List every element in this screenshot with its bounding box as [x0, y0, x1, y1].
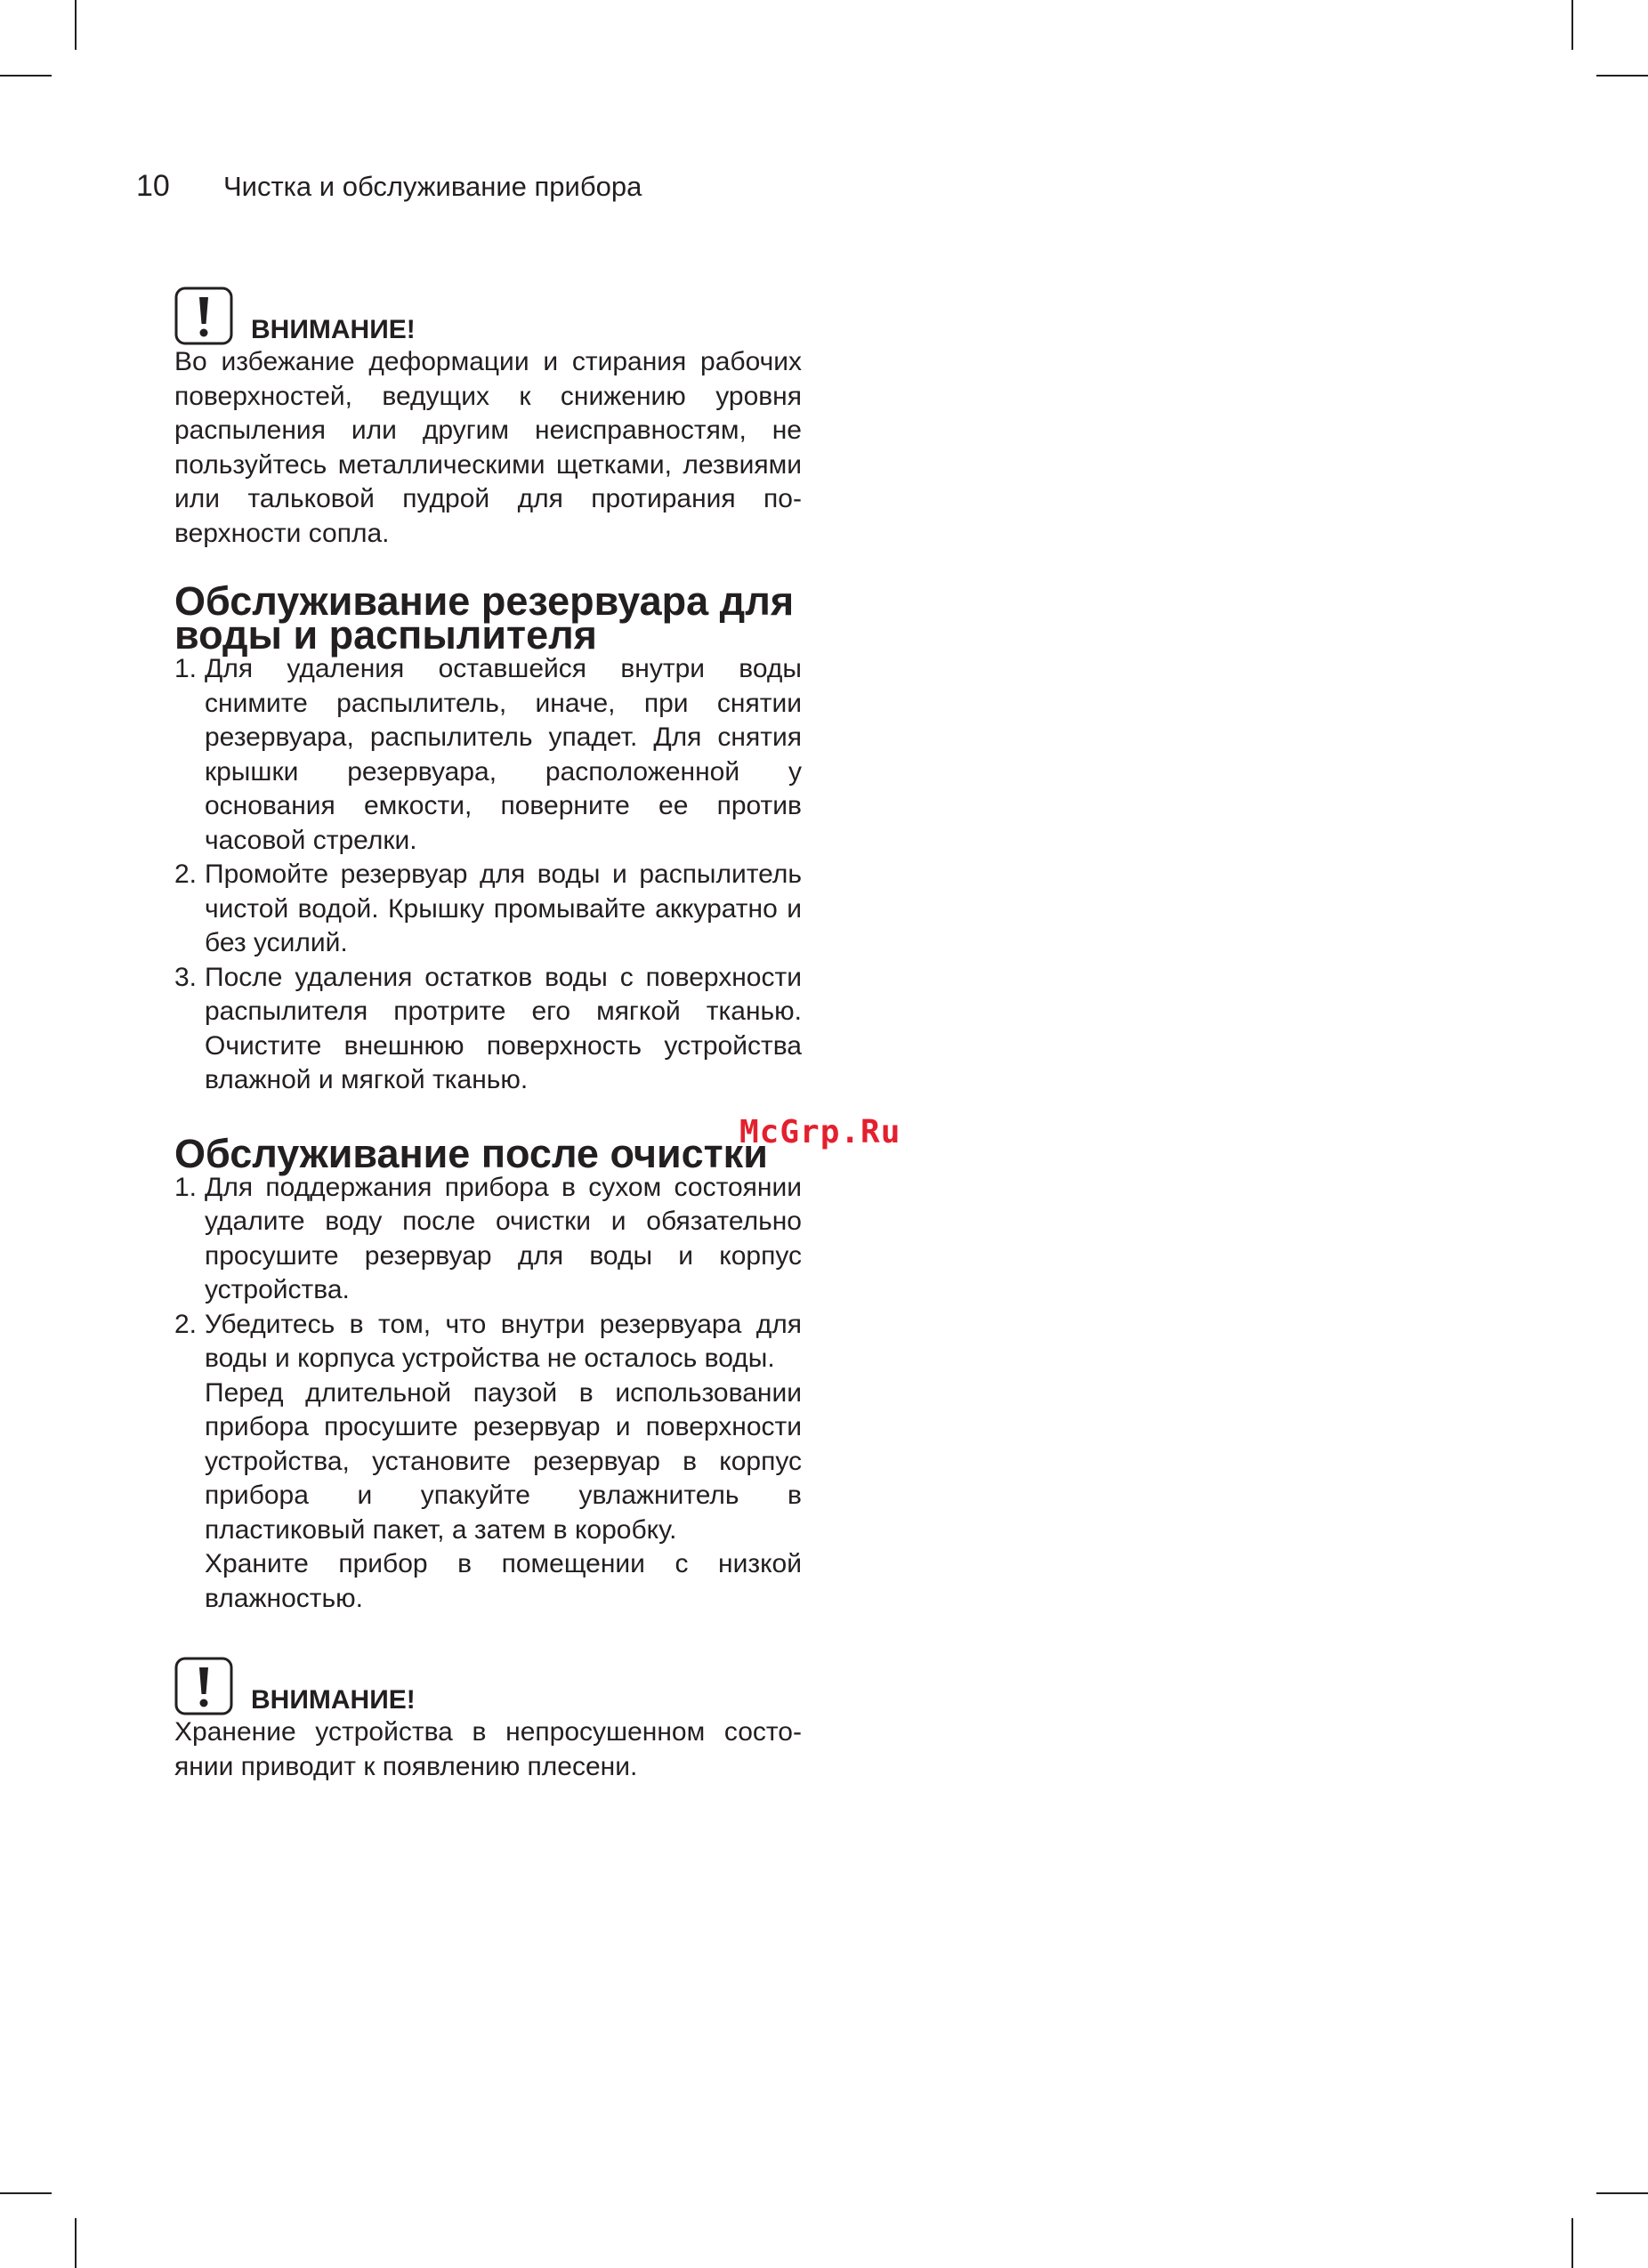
- list-item-number: 1.: [174, 1172, 198, 1202]
- after-cleaning-steps-list: [174, 1171, 802, 1376]
- watermark: McGrp.Ru: [739, 1114, 901, 1150]
- list-item-number: 1.: [174, 654, 198, 683]
- humidity-paragraph: Храните прибор в помещении с низкой влажностью.: [205, 1549, 802, 1613]
- crop-mark-top-right-vertical: [1571, 0, 1573, 50]
- crop-mark-top-right-horizontal: [1596, 75, 1648, 77]
- warning-header: [174, 278, 802, 345]
- list-item-text: Для удаления оставшейся внутри воды снимите распылитель, иначе, при снятии резервуара, распылитель упадет. Для снятия крышки резервуара, расположенной у основания емкости, поверните ее против часовой стрелки.: [205, 654, 802, 855]
- crop-mark-bottom-right-vertical: [1571, 2218, 1573, 2268]
- warning-header: [174, 1648, 802, 1715]
- list-item: [174, 1308, 802, 1376]
- warning-text: Хранение устройства в непросушенном состоянии приводит к появлению плесени.: [174, 1717, 802, 1781]
- page-header: [136, 169, 642, 205]
- list-item-text: Убедитесь в том, что внутри резервуара для воды и корпуса устройства не осталось воды.: [205, 1309, 802, 1373]
- list-item-text: После удаления остатков воды с поверхности распылителя протрите его мягкой тканью. Очистите внешнюю поверхность устройства влажной и мягкой тканью.: [205, 962, 802, 1094]
- storage-paragraph: Перед длительной паузой в использовании прибора просушите резервуар и поверхности устройства, установите резервуар в корпус прибора и упакуйте увлажнитель в пластиковый пакет, а затем в коробку.: [205, 1377, 802, 1545]
- list-item: [174, 961, 802, 1098]
- list-item: [174, 858, 802, 961]
- crop-mark-bottom-left-vertical: [75, 2218, 77, 2268]
- list-item-number: 2.: [174, 1309, 198, 1339]
- section-title-tank: Обслуживание резервуара для воды и распылителя: [174, 578, 795, 658]
- section-title-after-cleaning: Обслуживание после очистки: [174, 1130, 768, 1176]
- list-item-number: 2.: [174, 860, 198, 889]
- header-title: Чистка и обслуживание прибора: [223, 171, 642, 202]
- warning-title: ВНИМАНИЕ!: [251, 1685, 416, 1715]
- list-item-number: 3.: [174, 962, 198, 992]
- list-item: [174, 1171, 802, 1308]
- exclamation-box-icon: [174, 287, 233, 345]
- list-item-text: Промойте резервуар для воды и распылитель чистой водой. Крышку промывайте аккуратно и без усилий.: [205, 860, 802, 957]
- list-item-text: Для поддержания прибора в сухом состоянии удалите воду после очистки и обязательно просушите резервуар для воды и корпус устройства.: [205, 1172, 802, 1304]
- crop-mark-top-left-horizontal: [0, 75, 52, 77]
- page-number: 10: [136, 169, 170, 203]
- crop-mark-bottom-right-horizontal: [1596, 2192, 1648, 2194]
- list-item: [174, 652, 802, 858]
- warning-text: Во избежание деформации и стирания рабочих поверхностей, ведущих к снижению уровня распыления или другим неисправностям, не пользуйтесь металлическими щетками, лезвиями или тальковой пудрой для протирания поверхности сопла.: [174, 347, 802, 548]
- exclamation-box-icon: [174, 1657, 233, 1715]
- tank-steps-list: [174, 652, 802, 1098]
- warning-title: ВНИМАНИЕ!: [251, 315, 416, 344]
- crop-mark-bottom-left-horizontal: [0, 2192, 52, 2194]
- page-content: [174, 278, 802, 1784]
- crop-mark-top-left-vertical: [75, 0, 77, 50]
